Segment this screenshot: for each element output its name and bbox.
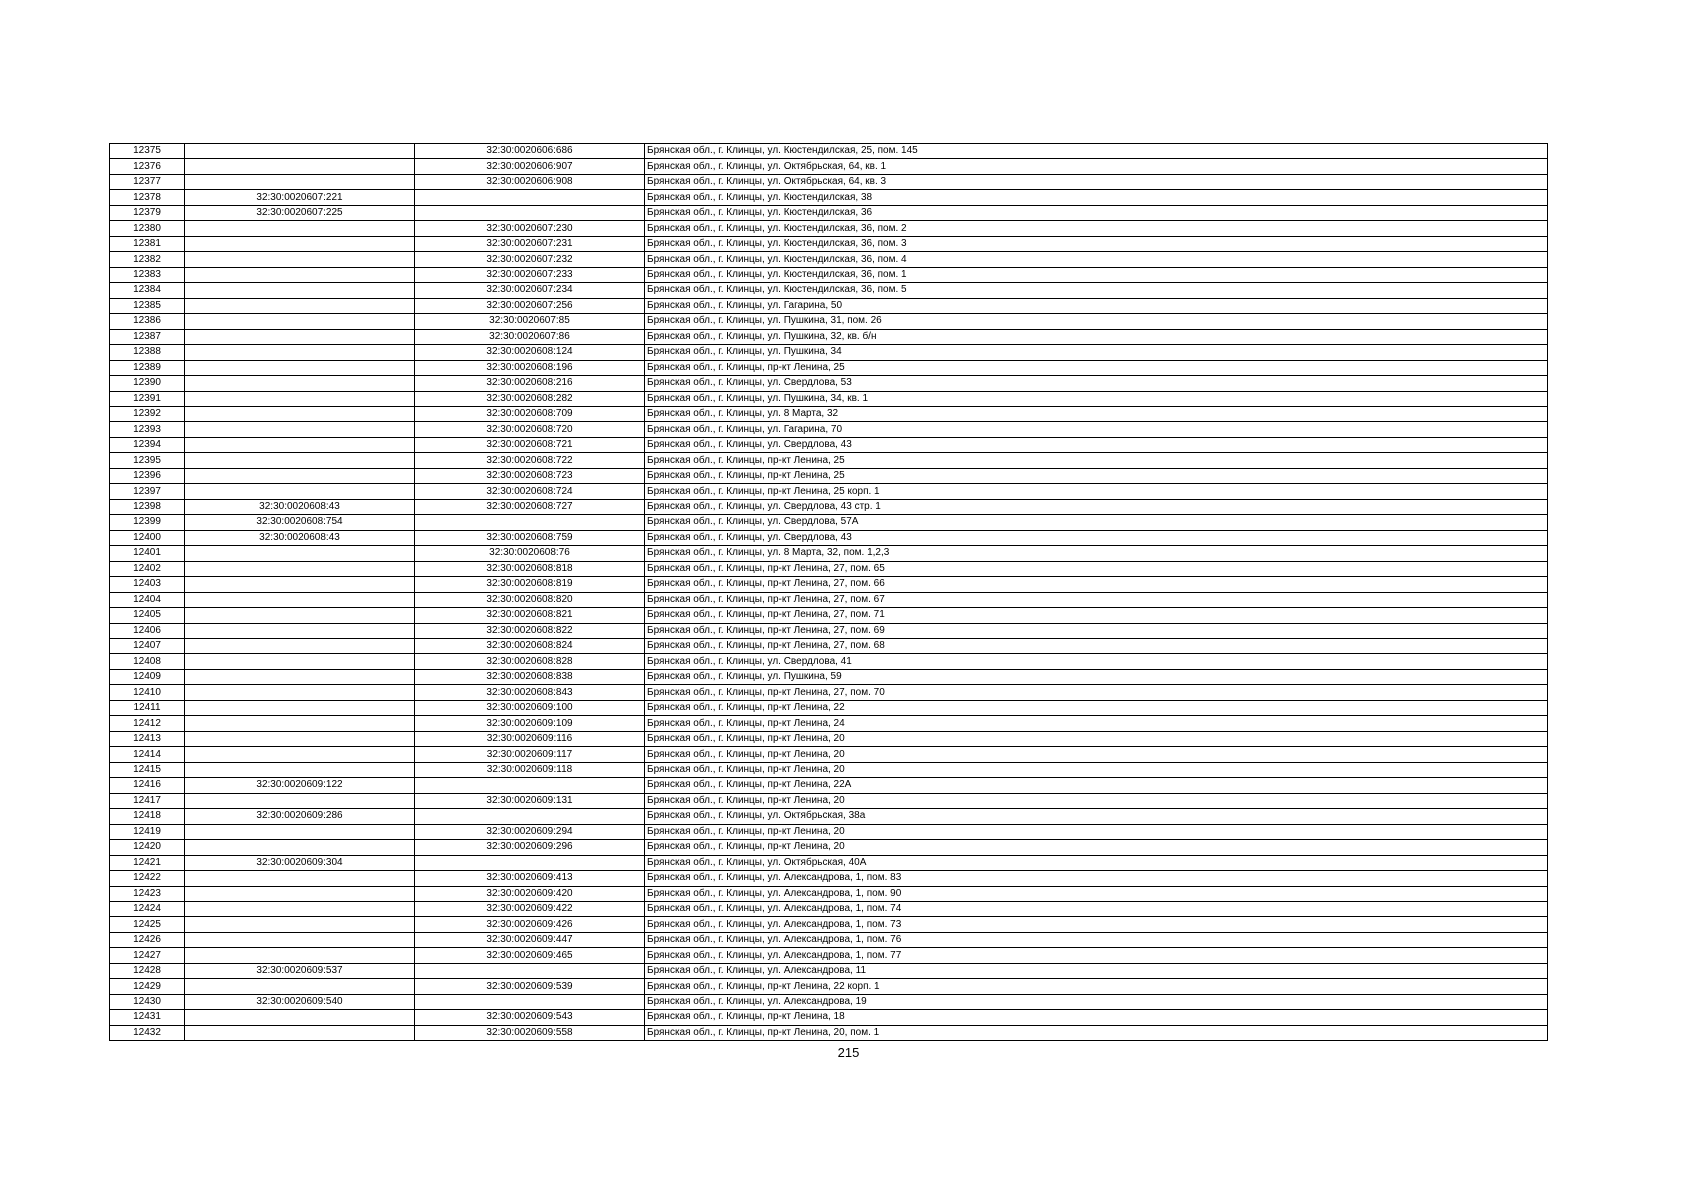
address-cell: Брянская обл., г. Клинцы, ул. Александрова, 1, пом. 90: [645, 886, 1548, 901]
cadastral-number-cell: 32:30:0020608:727: [415, 499, 645, 514]
cadastral-number-cell: 32:30:0020608:724: [415, 484, 645, 499]
cadastral-number-cell: [415, 809, 645, 824]
parent-cadastral-number-cell: [185, 623, 415, 638]
cadastral-number-cell: 32:30:0020608:722: [415, 453, 645, 468]
table-row: [110, 453, 1548, 468]
parent-cadastral-number-cell: [185, 747, 415, 762]
table-row: [110, 700, 1548, 715]
row-number-cell: 12422: [110, 871, 185, 886]
parent-cadastral-number-cell: 32:30:0020607:221: [185, 190, 415, 205]
address-cell: Брянская обл., г. Клинцы, пр-кт Ленина, 18: [645, 1010, 1548, 1025]
row-number-cell: 12418: [110, 809, 185, 824]
table-row: [110, 901, 1548, 916]
address-cell: Брянская обл., г. Клинцы, ул. Пушкина, 34, кв. 1: [645, 391, 1548, 406]
row-number-cell: 12381: [110, 236, 185, 251]
table-row: [110, 1025, 1548, 1040]
row-number-cell: 12404: [110, 592, 185, 607]
table-row: [110, 236, 1548, 251]
cadastral-number-cell: 32:30:0020609:118: [415, 762, 645, 777]
address-cell: Брянская обл., г. Клинцы, ул. Кюстендилская, 25, пом. 145: [645, 144, 1548, 159]
parent-cadastral-number-cell: 32:30:0020609:537: [185, 963, 415, 978]
table-row: [110, 1010, 1548, 1025]
address-cell: Брянская обл., г. Клинцы, ул. Октябрьская, 64, кв. 1: [645, 159, 1548, 174]
parent-cadastral-number-cell: [185, 639, 415, 654]
parent-cadastral-number-cell: [185, 685, 415, 700]
address-cell: Брянская обл., г. Клинцы, ул. Свердлова, 43: [645, 530, 1548, 545]
row-number-cell: 12389: [110, 360, 185, 375]
address-cell: Брянская обл., г. Клинцы, ул. Пушкина, 32, кв. б/н: [645, 329, 1548, 344]
parent-cadastral-number-cell: [185, 793, 415, 808]
table-row: [110, 391, 1548, 406]
parent-cadastral-number-cell: [185, 437, 415, 452]
table-row: [110, 267, 1548, 282]
cadastral-number-cell: 32:30:0020607:233: [415, 267, 645, 282]
row-number-cell: 12375: [110, 144, 185, 159]
cadastral-number-cell: [415, 855, 645, 870]
cadastral-number-cell: 32:30:0020607:85: [415, 314, 645, 329]
cadastral-number-cell: 32:30:0020607:230: [415, 221, 645, 236]
address-cell: Брянская обл., г. Клинцы, пр-кт Ленина, 22: [645, 700, 1548, 715]
row-number-cell: 12390: [110, 376, 185, 391]
address-cell: Брянская обл., г. Клинцы, ул. Кюстендилская, 38: [645, 190, 1548, 205]
table-row: [110, 190, 1548, 205]
parent-cadastral-number-cell: [185, 221, 415, 236]
address-cell: Брянская обл., г. Клинцы, ул. Октябрьская, 40А: [645, 855, 1548, 870]
row-number-cell: 12411: [110, 700, 185, 715]
cadastral-number-cell: 32:30:0020608:196: [415, 360, 645, 375]
row-number-cell: 12396: [110, 468, 185, 483]
address-cell: Брянская обл., г. Клинцы, пр-кт Ленина, 22А: [645, 778, 1548, 793]
parent-cadastral-number-cell: [185, 422, 415, 437]
table-row: [110, 376, 1548, 391]
cadastral-number-cell: [415, 205, 645, 220]
row-number-cell: 12387: [110, 329, 185, 344]
cadastral-number-cell: 32:30:0020608:822: [415, 623, 645, 638]
row-number-cell: 12421: [110, 855, 185, 870]
cadastral-number-cell: 32:30:0020608:723: [415, 468, 645, 483]
address-cell: Брянская обл., г. Клинцы, ул. Пушкина, 59: [645, 669, 1548, 684]
row-number-cell: 12378: [110, 190, 185, 205]
parent-cadastral-number-cell: [185, 1010, 415, 1025]
cadastral-number-cell: 32:30:0020609:465: [415, 948, 645, 963]
table-row: [110, 252, 1548, 267]
table-row: [110, 762, 1548, 777]
table-row: [110, 144, 1548, 159]
cadastral-number-cell: 32:30:0020609:422: [415, 901, 645, 916]
cadastral-number-cell: 32:30:0020609:543: [415, 1010, 645, 1025]
table-row: [110, 809, 1548, 824]
address-cell: Брянская обл., г. Клинцы, ул. Свердлова, 43: [645, 437, 1548, 452]
table-row: [110, 437, 1548, 452]
cadastral-number-cell: 32:30:0020607:234: [415, 283, 645, 298]
table-row: [110, 499, 1548, 514]
parent-cadastral-number-cell: [185, 592, 415, 607]
address-cell: Брянская обл., г. Клинцы, ул. Александрова, 1, пом. 76: [645, 932, 1548, 947]
table-row: [110, 963, 1548, 978]
address-cell: Брянская обл., г. Клинцы, пр-кт Ленина, 20: [645, 840, 1548, 855]
table-row: [110, 716, 1548, 731]
address-cell: Брянская обл., г. Клинцы, пр-кт Ленина, 25 корп. 1: [645, 484, 1548, 499]
cadastral-number-cell: 32:30:0020609:447: [415, 932, 645, 947]
cadastral-number-cell: 32:30:0020606:686: [415, 144, 645, 159]
parent-cadastral-number-cell: [185, 979, 415, 994]
address-cell: Брянская обл., г. Клинцы, пр-кт Ленина, 27, пом. 71: [645, 608, 1548, 623]
table-row: [110, 948, 1548, 963]
table-row: [110, 468, 1548, 483]
table-row: [110, 824, 1548, 839]
cadastral-number-cell: 32:30:0020608:721: [415, 437, 645, 452]
row-number-cell: 12431: [110, 1010, 185, 1025]
cadastral-number-cell: 32:30:0020608:818: [415, 561, 645, 576]
parent-cadastral-number-cell: [185, 824, 415, 839]
table-row: [110, 484, 1548, 499]
parent-cadastral-number-cell: [185, 345, 415, 360]
parent-cadastral-number-cell: [185, 577, 415, 592]
table-row: [110, 871, 1548, 886]
row-number-cell: 12386: [110, 314, 185, 329]
table-row: [110, 639, 1548, 654]
table-row: [110, 314, 1548, 329]
cadastral-number-cell: 32:30:0020608:824: [415, 639, 645, 654]
row-number-cell: 12397: [110, 484, 185, 499]
parent-cadastral-number-cell: [185, 391, 415, 406]
parent-cadastral-number-cell: 32:30:0020609:304: [185, 855, 415, 870]
table-row: [110, 747, 1548, 762]
row-number-cell: 12409: [110, 669, 185, 684]
row-number-cell: 12428: [110, 963, 185, 978]
table-row: [110, 608, 1548, 623]
cadastral-number-cell: 32:30:0020608:843: [415, 685, 645, 700]
address-cell: Брянская обл., г. Клинцы, ул. Свердлова, 43 стр. 1: [645, 499, 1548, 514]
row-number-cell: 12377: [110, 174, 185, 189]
parent-cadastral-number-cell: [185, 267, 415, 282]
table-row: [110, 205, 1548, 220]
cadastral-number-cell: [415, 190, 645, 205]
parent-cadastral-number-cell: [185, 298, 415, 313]
address-cell: Брянская обл., г. Клинцы, пр-кт Ленина, 27, пом. 70: [645, 685, 1548, 700]
row-number-cell: 12426: [110, 932, 185, 947]
address-cell: Брянская обл., г. Клинцы, пр-кт Ленина, 27, пом. 68: [645, 639, 1548, 654]
parent-cadastral-number-cell: [185, 360, 415, 375]
table-row: [110, 623, 1548, 638]
row-number-cell: 12394: [110, 437, 185, 452]
table-row: [110, 329, 1548, 344]
cadastral-number-cell: 32:30:0020608:759: [415, 530, 645, 545]
table-row: [110, 174, 1548, 189]
address-cell: Брянская обл., г. Клинцы, пр-кт Ленина, 20, пом. 1: [645, 1025, 1548, 1040]
cadastral-number-cell: 32:30:0020608:124: [415, 345, 645, 360]
address-cell: Брянская обл., г. Клинцы, пр-кт Ленина, 20: [645, 747, 1548, 762]
table-row: [110, 654, 1548, 669]
address-cell: Брянская обл., г. Клинцы, ул. Свердлова, 57А: [645, 515, 1548, 530]
parent-cadastral-number-cell: [185, 948, 415, 963]
row-number-cell: 12391: [110, 391, 185, 406]
table-row: [110, 669, 1548, 684]
address-cell: Брянская обл., г. Клинцы, ул. Свердлова, 41: [645, 654, 1548, 669]
parent-cadastral-number-cell: [185, 917, 415, 932]
parent-cadastral-number-cell: 32:30:0020607:225: [185, 205, 415, 220]
address-cell: Брянская обл., г. Клинцы, ул. Александрова, 1, пом. 83: [645, 871, 1548, 886]
row-number-cell: 12429: [110, 979, 185, 994]
address-cell: Брянская обл., г. Клинцы, ул. Гагарина, 70: [645, 422, 1548, 437]
row-number-cell: 12419: [110, 824, 185, 839]
cadastral-number-cell: 32:30:0020606:908: [415, 174, 645, 189]
address-cell: Брянская обл., г. Клинцы, пр-кт Ленина, 27, пом. 69: [645, 623, 1548, 638]
address-cell: Брянская обл., г. Клинцы, ул. Кюстендилская, 36, пом. 4: [645, 252, 1548, 267]
table-row: [110, 793, 1548, 808]
table-row: [110, 561, 1548, 576]
table-body: [110, 144, 1548, 1041]
parent-cadastral-number-cell: [185, 174, 415, 189]
table-row: [110, 855, 1548, 870]
table-row: [110, 283, 1548, 298]
parent-cadastral-number-cell: [185, 159, 415, 174]
address-cell: Брянская обл., г. Клинцы, ул. Александрова, 1, пом. 74: [645, 901, 1548, 916]
parent-cadastral-number-cell: [185, 1025, 415, 1040]
table-row: [110, 406, 1548, 421]
row-number-cell: 12415: [110, 762, 185, 777]
parent-cadastral-number-cell: [185, 886, 415, 901]
table-row: [110, 840, 1548, 855]
cadastral-number-cell: 32:30:0020608:76: [415, 546, 645, 561]
row-number-cell: 12382: [110, 252, 185, 267]
parent-cadastral-number-cell: [185, 314, 415, 329]
parent-cadastral-number-cell: [185, 932, 415, 947]
address-cell: Брянская обл., г. Клинцы, пр-кт Ленина, 27, пом. 66: [645, 577, 1548, 592]
parent-cadastral-number-cell: [185, 871, 415, 886]
cadastral-number-cell: 32:30:0020609:100: [415, 700, 645, 715]
cadastral-number-cell: 32:30:0020609:426: [415, 917, 645, 932]
address-cell: Брянская обл., г. Клинцы, ул. Александрова, 19: [645, 994, 1548, 1009]
parent-cadastral-number-cell: [185, 716, 415, 731]
cadastral-number-cell: 32:30:0020608:821: [415, 608, 645, 623]
parent-cadastral-number-cell: 32:30:0020609:286: [185, 809, 415, 824]
parent-cadastral-number-cell: [185, 561, 415, 576]
cadastral-number-cell: 32:30:0020608:720: [415, 422, 645, 437]
cadastral-number-cell: 32:30:0020608:828: [415, 654, 645, 669]
address-cell: Брянская обл., г. Клинцы, ул. Кюстендилская, 36, пом. 1: [645, 267, 1548, 282]
parent-cadastral-number-cell: [185, 283, 415, 298]
parent-cadastral-number-cell: [185, 654, 415, 669]
table-row: [110, 932, 1548, 947]
address-cell: Брянская обл., г. Клинцы, ул. Кюстендилская, 36, пом. 2: [645, 221, 1548, 236]
row-number-cell: 12393: [110, 422, 185, 437]
cadastral-number-cell: 32:30:0020609:117: [415, 747, 645, 762]
table-row: [110, 159, 1548, 174]
cadastral-number-cell: 32:30:0020607:86: [415, 329, 645, 344]
parent-cadastral-number-cell: [185, 236, 415, 251]
cadastral-number-cell: 32:30:0020606:907: [415, 159, 645, 174]
row-number-cell: 12424: [110, 901, 185, 916]
row-number-cell: 12402: [110, 561, 185, 576]
address-cell: Брянская обл., г. Клинцы, ул. 8 Марта, 32, пом. 1,2,3: [645, 546, 1548, 561]
parent-cadastral-number-cell: [185, 546, 415, 561]
address-cell: Брянская обл., г. Клинцы, ул. Кюстендилская, 36: [645, 205, 1548, 220]
address-cell: Брянская обл., г. Клинцы, пр-кт Ленина, 25: [645, 453, 1548, 468]
address-cell: Брянская обл., г. Клинцы, пр-кт Ленина, 20: [645, 731, 1548, 746]
row-number-cell: 12425: [110, 917, 185, 932]
address-cell: Брянская обл., г. Клинцы, пр-кт Ленина, 27, пом. 67: [645, 592, 1548, 607]
table-row: [110, 422, 1548, 437]
row-number-cell: 12405: [110, 608, 185, 623]
property-registry-table: [109, 143, 1548, 1041]
address-cell: Брянская обл., г. Клинцы, ул. Октябрьская, 64, кв. 3: [645, 174, 1548, 189]
row-number-cell: 12423: [110, 886, 185, 901]
cadastral-number-cell: 32:30:0020609:116: [415, 731, 645, 746]
row-number-cell: 12413: [110, 731, 185, 746]
address-cell: Брянская обл., г. Клинцы, ул. Кюстендилская, 36, пом. 5: [645, 283, 1548, 298]
parent-cadastral-number-cell: [185, 700, 415, 715]
row-number-cell: 12395: [110, 453, 185, 468]
address-cell: Брянская обл., г. Клинцы, пр-кт Ленина, 20: [645, 824, 1548, 839]
cadastral-number-cell: 32:30:0020609:413: [415, 871, 645, 886]
row-number-cell: 12408: [110, 654, 185, 669]
table-row: [110, 979, 1548, 994]
row-number-cell: 12427: [110, 948, 185, 963]
table-row: [110, 360, 1548, 375]
parent-cadastral-number-cell: [185, 468, 415, 483]
row-number-cell: 12406: [110, 623, 185, 638]
parent-cadastral-number-cell: [185, 731, 415, 746]
cadastral-number-cell: 32:30:0020608:838: [415, 669, 645, 684]
row-number-cell: 12399: [110, 515, 185, 530]
cadastral-number-cell: 32:30:0020609:558: [415, 1025, 645, 1040]
row-number-cell: 12417: [110, 793, 185, 808]
table-row: [110, 345, 1548, 360]
address-cell: Брянская обл., г. Клинцы, ул. Пушкина, 34: [645, 345, 1548, 360]
row-number-cell: 12376: [110, 159, 185, 174]
row-number-cell: 12420: [110, 840, 185, 855]
table-row: [110, 546, 1548, 561]
cadastral-number-cell: [415, 994, 645, 1009]
row-number-cell: 12416: [110, 778, 185, 793]
cadastral-number-cell: 32:30:0020608:282: [415, 391, 645, 406]
row-number-cell: 12407: [110, 639, 185, 654]
parent-cadastral-number-cell: [185, 376, 415, 391]
parent-cadastral-number-cell: 32:30:0020608:43: [185, 530, 415, 545]
parent-cadastral-number-cell: [185, 144, 415, 159]
row-number-cell: 12379: [110, 205, 185, 220]
parent-cadastral-number-cell: 32:30:0020609:122: [185, 778, 415, 793]
table-row: [110, 592, 1548, 607]
parent-cadastral-number-cell: [185, 762, 415, 777]
row-number-cell: 12385: [110, 298, 185, 313]
address-cell: Брянская обл., г. Клинцы, пр-кт Ленина, 20: [645, 793, 1548, 808]
parent-cadastral-number-cell: 32:30:0020608:754: [185, 515, 415, 530]
table-row: [110, 298, 1548, 313]
address-cell: Брянская обл., г. Клинцы, ул. Октябрьская, 38а: [645, 809, 1548, 824]
row-number-cell: 12414: [110, 747, 185, 762]
row-number-cell: 12388: [110, 345, 185, 360]
row-number-cell: 12401: [110, 546, 185, 561]
parent-cadastral-number-cell: [185, 484, 415, 499]
cadastral-number-cell: 32:30:0020609:539: [415, 979, 645, 994]
parent-cadastral-number-cell: [185, 453, 415, 468]
cadastral-number-cell: 32:30:0020609:131: [415, 793, 645, 808]
table-row: [110, 577, 1548, 592]
page-number: 215: [837, 1045, 860, 1060]
cadastral-number-cell: 32:30:0020609:294: [415, 824, 645, 839]
cadastral-number-cell: 32:30:0020608:819: [415, 577, 645, 592]
row-number-cell: 12430: [110, 994, 185, 1009]
table-row: [110, 731, 1548, 746]
row-number-cell: 12380: [110, 221, 185, 236]
address-cell: Брянская обл., г. Клинцы, пр-кт Ленина, 25: [645, 468, 1548, 483]
cadastral-number-cell: 32:30:0020609:296: [415, 840, 645, 855]
parent-cadastral-number-cell: 32:30:0020608:43: [185, 499, 415, 514]
parent-cadastral-number-cell: [185, 252, 415, 267]
row-number-cell: 12403: [110, 577, 185, 592]
table-row: [110, 778, 1548, 793]
parent-cadastral-number-cell: [185, 901, 415, 916]
address-cell: Брянская обл., г. Клинцы, ул. Свердлова, 53: [645, 376, 1548, 391]
address-cell: Брянская обл., г. Клинцы, пр-кт Ленина, 22 корп. 1: [645, 979, 1548, 994]
cadastral-number-cell: [415, 778, 645, 793]
row-number-cell: 12384: [110, 283, 185, 298]
row-number-cell: 12412: [110, 716, 185, 731]
parent-cadastral-number-cell: [185, 608, 415, 623]
row-number-cell: 12392: [110, 406, 185, 421]
table-row: [110, 221, 1548, 236]
table-row: [110, 917, 1548, 932]
table-row: [110, 685, 1548, 700]
address-cell: Брянская обл., г. Клинцы, ул. 8 Марта, 32: [645, 406, 1548, 421]
parent-cadastral-number-cell: [185, 669, 415, 684]
address-cell: Брянская обл., г. Клинцы, ул. Александрова, 11: [645, 963, 1548, 978]
address-cell: Брянская обл., г. Клинцы, ул. Гагарина, 50: [645, 298, 1548, 313]
cadastral-number-cell: 32:30:0020607:232: [415, 252, 645, 267]
cadastral-number-cell: 32:30:0020609:109: [415, 716, 645, 731]
cadastral-number-cell: 32:30:0020607:256: [415, 298, 645, 313]
table-row: [110, 515, 1548, 530]
row-number-cell: 12400: [110, 530, 185, 545]
table-row: [110, 886, 1548, 901]
cadastral-number-cell: 32:30:0020607:231: [415, 236, 645, 251]
address-cell: Брянская обл., г. Клинцы, пр-кт Ленина, 25: [645, 360, 1548, 375]
address-cell: Брянская обл., г. Клинцы, пр-кт Ленина, 20: [645, 762, 1548, 777]
parent-cadastral-number-cell: 32:30:0020609:540: [185, 994, 415, 1009]
table-row: [110, 530, 1548, 545]
row-number-cell: 12383: [110, 267, 185, 282]
address-cell: Брянская обл., г. Клинцы, ул. Александрова, 1, пом. 73: [645, 917, 1548, 932]
row-number-cell: 12432: [110, 1025, 185, 1040]
parent-cadastral-number-cell: [185, 329, 415, 344]
address-cell: Брянская обл., г. Клинцы, ул. Александрова, 1, пом. 77: [645, 948, 1548, 963]
cadastral-number-cell: [415, 963, 645, 978]
cadastral-number-cell: 32:30:0020608:820: [415, 592, 645, 607]
parent-cadastral-number-cell: [185, 406, 415, 421]
table-row: [110, 994, 1548, 1009]
address-cell: Брянская обл., г. Клинцы, ул. Кюстендилская, 36, пом. 3: [645, 236, 1548, 251]
cadastral-number-cell: 32:30:0020608:709: [415, 406, 645, 421]
cadastral-number-cell: [415, 515, 645, 530]
address-cell: Брянская обл., г. Клинцы, пр-кт Ленина, 24: [645, 716, 1548, 731]
row-number-cell: 12410: [110, 685, 185, 700]
cadastral-number-cell: 32:30:0020608:216: [415, 376, 645, 391]
address-cell: Брянская обл., г. Клинцы, пр-кт Ленина, 27, пом. 65: [645, 561, 1548, 576]
row-number-cell: 12398: [110, 499, 185, 514]
address-cell: Брянская обл., г. Клинцы, ул. Пушкина, 31, пом. 26: [645, 314, 1548, 329]
parent-cadastral-number-cell: [185, 840, 415, 855]
cadastral-number-cell: 32:30:0020609:420: [415, 886, 645, 901]
